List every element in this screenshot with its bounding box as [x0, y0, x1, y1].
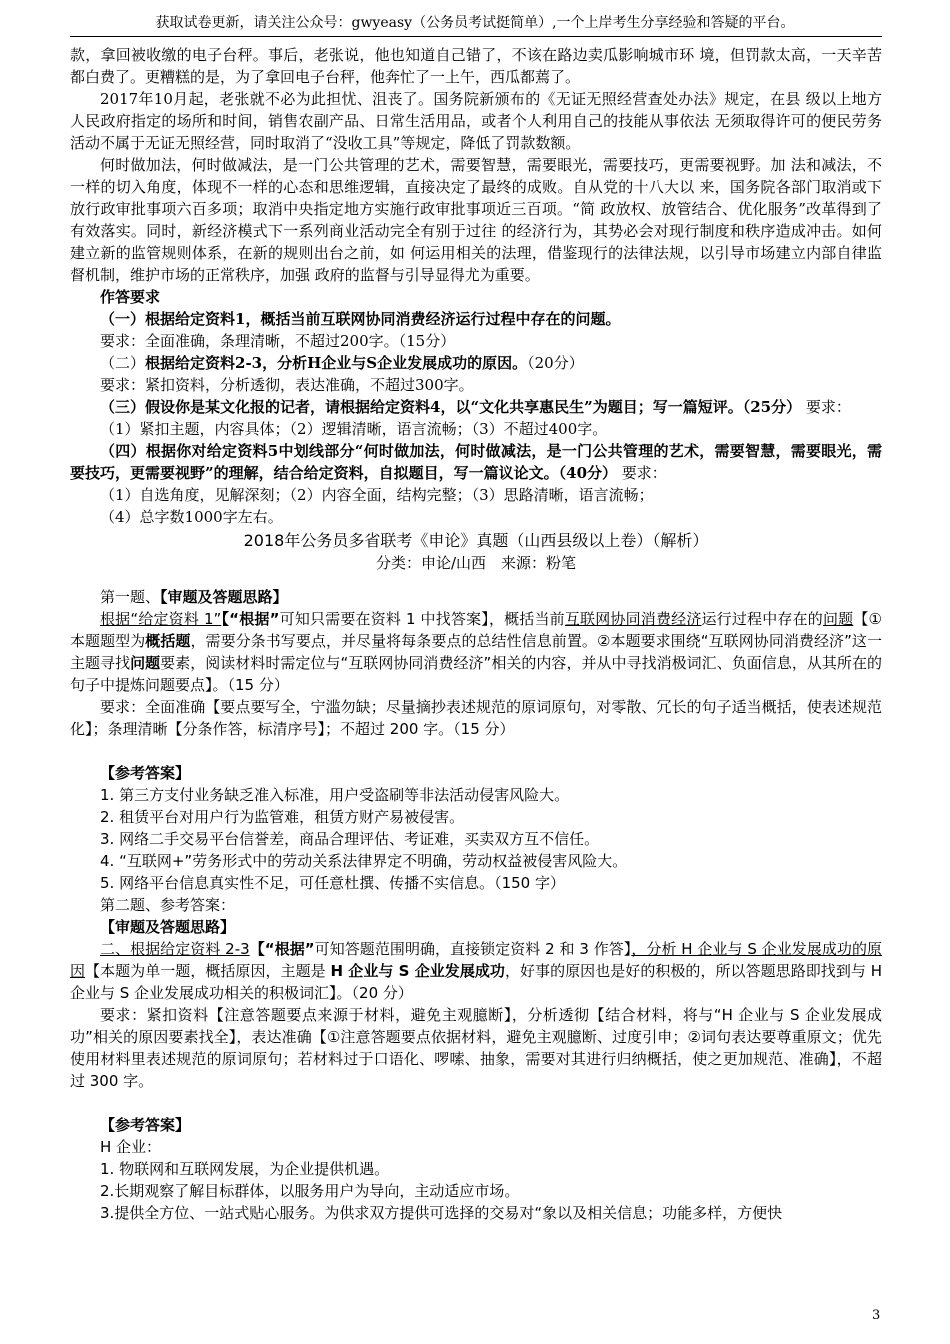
section-2-title: 【审题及答题思路】 — [100, 918, 236, 936]
question-2-score: （20分） — [527, 354, 584, 372]
text-run: 可知只需要在资料 1 中找答案】，概括当前 — [279, 610, 565, 628]
text-run: 可知答题范围明确，直接锁定资料 2 和 3 作答】 — [314, 940, 632, 958]
text-run: 问题 — [130, 654, 161, 672]
reference-answer-heading: 【参考答案】 — [100, 764, 191, 782]
question-3-req-label: 要求： — [801, 398, 851, 416]
section-2-heading: 第二题、参考答案： — [100, 896, 236, 914]
answer-item: 3.提供全方位、一站式贴心服务。为供求双方提供可选择的交易对“象以及相关信息；功能多样，方便快 — [100, 1204, 783, 1222]
answer-item: 2.长期观察了解目标群体，以服务用户为导向，主动适应市场。 — [100, 1182, 520, 1200]
answer-item: 1. 第三方支付业务缺乏准入标准，用户受盗刷等非法活动侵害风险大。 — [100, 786, 570, 804]
answer-subheading: H 企业： — [100, 1138, 162, 1156]
text-run: H 企业与 S 企业发展成功 — [330, 962, 505, 980]
paragraph: 2017年10月起，老张就不必为此担忧、沮丧了。国务院新颁布的《无证无照经营查处办法》规定，在县 级以上地方人民政府指定的场所和时间，销售农副产品、日常生活用品，或者个人利用自己的技能从事依法 无须取得许可的便民劳务活动不属于无证无照经营，同时取消了“没收工具”等规定，降低了罚款数额。 — [70, 90, 882, 152]
answer-item: 4. “互联网+”劳务形式中的劳动关系法律界定不明确，劳动权益被侵害风险大。 — [100, 852, 628, 870]
question-4-items: （1）自选角度，见解深刻；（2）内容全面，结构完整；（3）思路清晰，语言流畅； — [100, 486, 654, 504]
answer-item: 5. 网络平台信息真实性不足，可任意杜撰、传播不实信息。（150 字） — [100, 874, 565, 892]
question-4 — [70, 440, 882, 484]
question-1-requirement: 要求：全面准确，条理清晰，不超过200字。（15分） — [100, 332, 456, 350]
text-run: 问题 — [822, 610, 854, 628]
section-1-title: 【审题及答题思路】 — [160, 588, 288, 606]
text-run: 运行过程中存在的 — [701, 610, 823, 628]
page-number: 3 — [872, 1308, 881, 1323]
header-divider — [70, 36, 882, 37]
text-run: 要素，阅读材料时需定位与“互联网协同消费经济”相关的内容，并从中寻找消极词汇、负面信息，从其所在的句子中提炼问题要点】。（15 分） — [70, 654, 882, 694]
text-run: ，分析 H 企业与 S 企业发展成功的原因 — [70, 940, 882, 980]
answer-item: 1. 物联网和互联网发展，为企业提供机遇。 — [100, 1160, 390, 1178]
text-run: 【本题为单一题，概括原因，主题是 — [85, 962, 331, 980]
text-run: ，好事的原因也是好的积极的，所以答题思路即找到与 H 企业与 S 企业发展成功相关的积极词汇】。（20 分） — [70, 962, 882, 1002]
text-run: 概括题 — [145, 632, 191, 650]
section-2-requirement: 要求：紧扣资料【注意答题要点来源于材料，避免主观臆断】，分析透彻【结合材料，将与“H 企业与 S 企业发展成功”相关的原因要素找全】，表达准确【①注意答题要点依据材料，避免主观臆断、过度引申；②词句表达要尊重原文；优先使用材料里表述规范的原词原句；若材料过于口语化、啰嗦、抽象，需要对其进行归纳概括，使之更加规范、准确】，不超过 300 字。 — [70, 1006, 882, 1090]
answer-item: 2. 租赁平台对用户行为监管难，租赁方财产易被侵害。 — [100, 808, 465, 826]
text-run: 【“根据” — [221, 610, 280, 628]
question-2-text: 根据给定资料2-3，分析H企业与S企业发展成功的原因。 — [145, 354, 528, 372]
question-2-requirement: 要求：紧扣资料，分析透彻，表达准确，不超过300字。 — [100, 376, 474, 394]
question-3 — [70, 396, 882, 418]
analysis-category: 分类：申论/山西 来源：粉笔 — [375, 554, 577, 572]
question-3-items: （1）紧扣主题，内容具体；（2）逻辑清晰，语言流畅；（3）不超过400字。 — [100, 420, 608, 438]
question-4-items: （4）总字数1000字左右。 — [100, 508, 283, 526]
question-2 — [70, 352, 882, 374]
text-run: 二、根据给定资料 2-3 — [100, 940, 250, 958]
section-1-requirement: 要求：全面准确【要点要写全，宁滥勿缺；尽量摘抄表述规范的原词原句，对零散、冗长的句子适当概括，使表述规范化】；条理清晰【分条作答，标清序号】；不超过 200 字。（15 分） — [70, 698, 882, 738]
text-run: 根据“给定资料 1” — [100, 610, 222, 628]
section-1-analysis — [70, 608, 882, 696]
question-4-text: （四）根据你对给定资料5中划线部分“何时做加法，何时做减法，是一门公共管理的艺术，需要智慧，需要眼光，需要技巧，更需要视野”的理解，结合给定资料，自拟题目，写一篇议论文。（40分） — [70, 442, 882, 482]
section-1-label: 第一题、 — [100, 588, 161, 606]
page-header-notice: 获取试卷更新，请关注公众号：gwyeasy（公务员考试挺简单）,一个上岸考生分享经验和答疑的平台。 — [155, 15, 795, 31]
text-run: ，需要分条书写要点，并尽量将每条要点的总结性信息前置。②本题要求围绕“互联网协同消费经济”这一主题寻找 — [70, 632, 882, 672]
reference-answer-heading: 【参考答案】 — [100, 1116, 191, 1134]
requirements-heading: 作答要求 — [100, 288, 161, 306]
paragraph: 何时做加法，何时做减法，是一门公共管理的艺术，需要智慧，需要眼光，需要技巧，更需要视野。加 法和减法，不一样的切入角度，体现不一样的心态和思维逻辑，直接决定了最终的成败。自从党的十八大以 来，国务院各部门取消或下放行政审批事项六百多项；取消中央指定地方实施行政审批事项近三百项。“简 政放权、放管结合、优化服务”改革得到了有效落实。同时，新经济模式下一系列商业活动完全有别于过往 的经济行为，其势必会对现行制度和秩序造成冲击。如何建立新的监管规则体系，在新的规则出台之前，如 何运用相关的法理，借鉴现行的法律法规，以引导市场建立内部自律监督机制，维护市场的正常秩序，加强 政府的监督与引导显得尤为重要。 — [70, 156, 882, 284]
paragraph: 款，拿回被收缴的电子台秤。事后，老张说，他也知道自己错了，不该在路边卖瓜影响城市环 境，但罚款太高，一天辛苦都白费了。更糟糕的是，为了拿回电子台秤，他奔忙了一上午，西瓜都蔫了。 — [70, 46, 882, 86]
question-1: （一）根据给定资料1，概括当前互联网协同消费经济运行过程中存在的问题。 — [100, 310, 621, 328]
question-2-prefix: （二） — [100, 354, 146, 372]
section-2-analysis — [70, 938, 882, 1004]
text-run: 互联网协同消费经济 — [564, 610, 702, 628]
answer-item: 3. 网络二手交易平台信誉差，商品合理评估、考证难，买卖双方互不信任。 — [100, 830, 600, 848]
question-4-req-label: 要求： — [617, 464, 667, 482]
text-run: 【“根据” — [249, 940, 315, 958]
page-content — [70, 44, 882, 1224]
section-1-heading — [70, 586, 882, 608]
analysis-title: 2018年公务员多省联考《申论》真题（山西县级以上卷）（解析） — [243, 531, 709, 550]
question-3-text: （三）假设你是某文化报的记者，请根据给定资料4，以“文化共享惠民生”为题目；写一篇短评。（25分） — [100, 398, 802, 416]
text-run: 【①本题题型为 — [70, 610, 882, 650]
